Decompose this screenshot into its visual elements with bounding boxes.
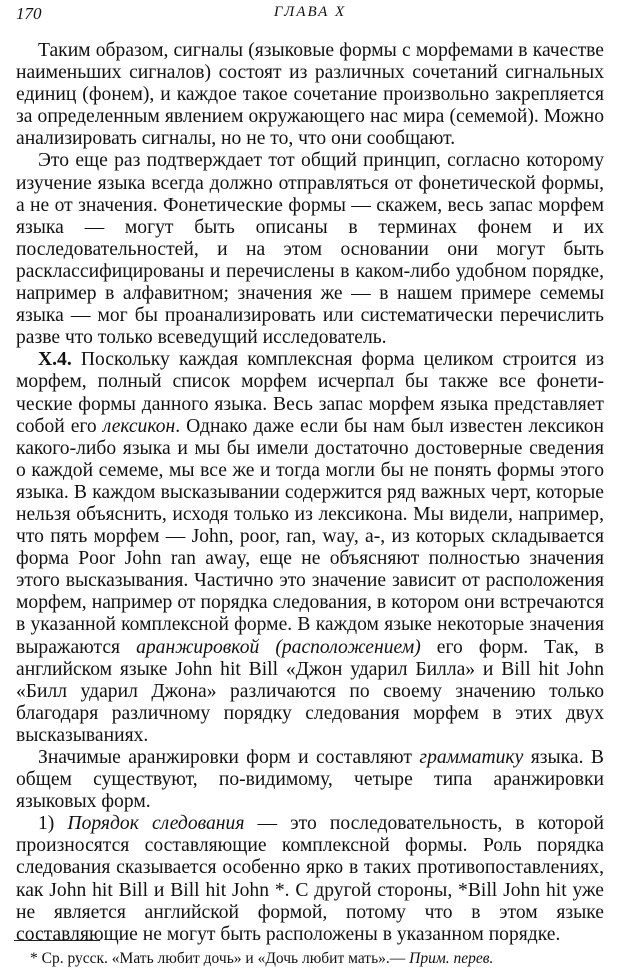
paragraph-5-text-a: 1): [38, 813, 68, 835]
paragraph-3-text-b: . Однако даже если бы нам был известен лексикон какого-либо языка и мы бы имели достаточно достоверные сведения о каждой семеме, мы все же и тогда могли бы не понять формы этого языка. В каждом высказывании содержится ряд важных черт, которые нельзя объяснить, исходя только из лексикона. Мы видели, например, что пять морфем — John, poor, ran, way, a-, из которых складывается форма Poor John ran away, еще не объясняют полностью значения этого высказывания. Частично это значение зависит от расположения морфем, например от порядка следования, в котором они встречаются в указанной комплексной форме. В каждом языке некоторые значения выражаются: [16, 415, 604, 658]
paragraph-3-text-c: его форм. Так, в английском языке John hit Bill «Джон ударил Билла» и Bill hit John «Билл ударил Джона» различаются по своему значению только благодаря различному порядку следования морфем в этих двух высказываниях.: [16, 636, 605, 746]
term-grammar: грамматику: [419, 747, 524, 768]
paragraph-5-text-b: — это последовательность, в которой произносятся составляющие комплексной формы. Роль порядка следования сказывается особенно ярко в таких противопоставлениях, как John hit Bill и Bill hit John *. С другой стороны, *Bill John hit уже не является английской формой, потому что в этом языке составляющие не могут быть расположены в указанном порядке.: [16, 813, 604, 945]
translator-note: Прим. перев.: [409, 950, 494, 967]
page-number: 170: [16, 4, 42, 23]
paragraph-4-text-b: языка. В общем существуют, по-видимому, четыре типа аранжировки языковых форм.: [16, 747, 604, 813]
footnote-text: * Ср. русск. «Мать любит дочь» и «Дочь любит мать».—: [30, 950, 410, 967]
paragraph-5: [16, 813, 604, 946]
running-head: ГЛАВА X: [273, 4, 347, 20]
footnote: [30, 949, 608, 969]
term-word-order: Порядок следования: [67, 813, 245, 835]
section-number: X.4.: [38, 349, 72, 371]
footnote-divider: [14, 940, 100, 941]
paragraph-2: Это еще раз подтверждает тот общий принцип, согласно которому изучение языка всегда должно отправляться от фонетической формы, а не от значения. Фонетические формы — скажем, весь запас морфем языка — могут быть описаны в терминах фонем и их последовательностей, и на этом основании они могут быть расклассифицированы и перечислены в каком-либо удобном порядке, например в алфавитном; значения же — в нашем примере семемы языка — мог бы проанализировать или систематически перечислить разве что только всеведущий исследователь.: [16, 150, 604, 349]
paragraph-4-text-a: Значимые аранжировки форм и составляют: [38, 747, 420, 768]
paragraph-3-text-a: Поскольку каждая комплексная форма целиком строится из морфем, полный список морфем исчерпал бы также все фонетические формы данного языка. Весь запас морфем языка представляет собой его: [16, 349, 604, 437]
paragraph-1: Таким образом, сигналы (языковые формы с морфемами в качестве наименьших сигналов) состоят из различных сочетаний сигнальных единиц (фонем), и каждое такое сочетание произвольно закрепляется за определенным явлением окружающего нас мира (семемой). Можно анализировать сигналы, но не то, что они сообщают.: [16, 40, 604, 150]
body-text: [16, 40, 604, 946]
paragraph-3: [16, 349, 604, 747]
term-arrangement: аранжировкой (расположением): [136, 636, 421, 658]
page-header: [16, 4, 604, 28]
paragraph-4: [16, 747, 604, 813]
term-lexicon: лексикон: [102, 415, 176, 437]
